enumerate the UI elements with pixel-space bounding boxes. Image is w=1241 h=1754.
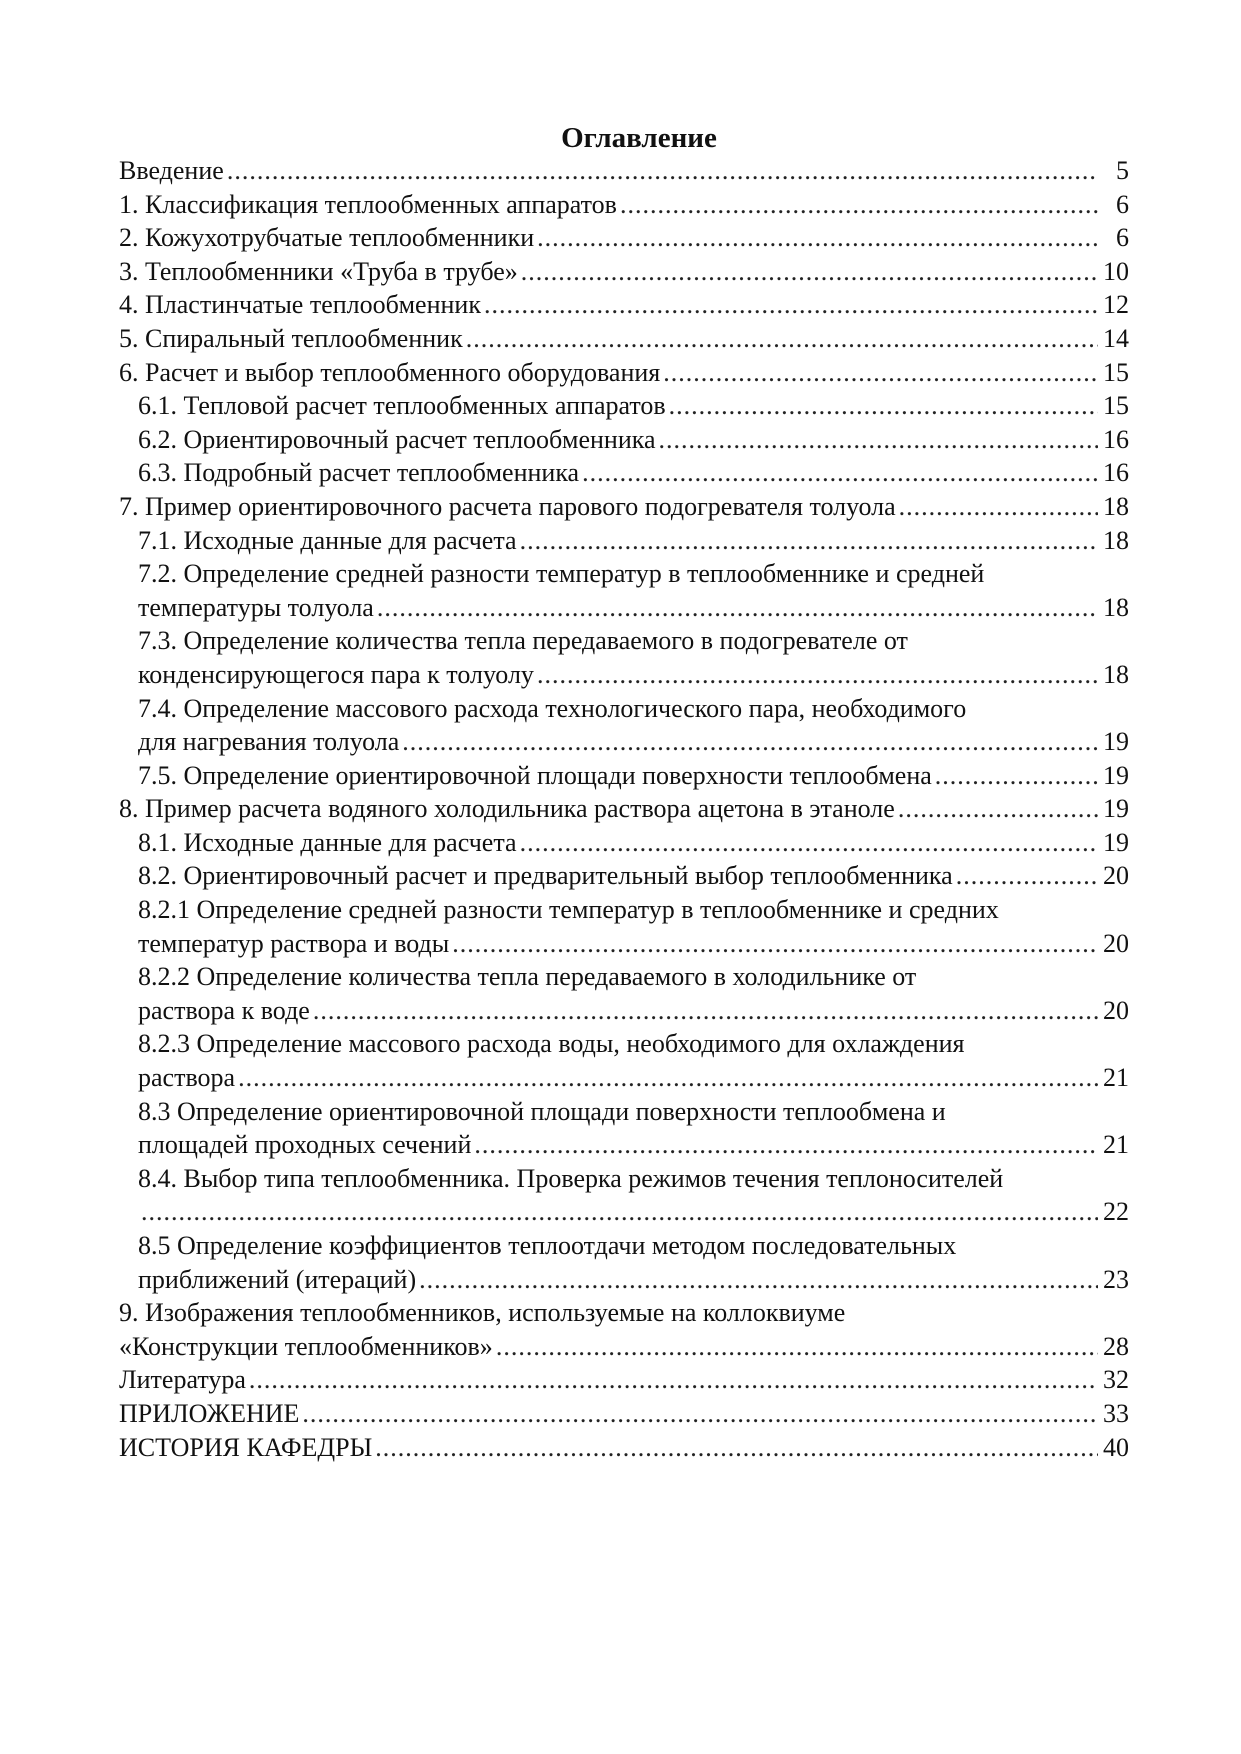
dot-leader bbox=[521, 255, 1098, 289]
toc-entry[interactable] bbox=[119, 1330, 1129, 1364]
dot-leader bbox=[537, 658, 1098, 692]
toc-page-number: 20 bbox=[1103, 928, 1129, 958]
dot-leader bbox=[238, 1061, 1098, 1095]
toc-page-number: 6 bbox=[1116, 189, 1129, 219]
toc-entry[interactable] bbox=[119, 1397, 1129, 1431]
toc-page-number: 21 bbox=[1103, 1063, 1129, 1093]
toc-page-number: 23 bbox=[1103, 1264, 1129, 1294]
dot-leader bbox=[484, 288, 1098, 322]
toc-entry-text: 8.2. Ориентировочный расчет и предварительный выбор теплообменника bbox=[138, 861, 953, 891]
toc-entry-text: 7.4. Определение массового расхода технологического пара, необходимого bbox=[138, 693, 967, 723]
toc-entry-text: раствора к воде bbox=[138, 995, 310, 1025]
dot-leader bbox=[659, 423, 1098, 457]
toc-entry-text: приближений (итераций) bbox=[138, 1264, 417, 1294]
toc-entry-line bbox=[119, 1162, 1129, 1196]
dot-leader bbox=[227, 154, 1098, 188]
toc-entry-text: 4. Пластинчатые теплообменник bbox=[119, 290, 481, 320]
toc-entry[interactable] bbox=[119, 456, 1129, 490]
toc-title: Оглавление bbox=[561, 122, 717, 154]
toc-entry-text: 1. Классификация теплообменных аппаратов bbox=[119, 189, 617, 219]
toc-entry-line bbox=[119, 624, 1129, 658]
toc-page-number: 10 bbox=[1103, 256, 1129, 286]
toc-entry-text: 2. Кожухотрубчатые теплообменники bbox=[119, 223, 535, 253]
toc-entry-text: конденсирующегося пара к толуолу bbox=[138, 659, 534, 689]
toc-entry-line bbox=[119, 1229, 1129, 1263]
toc-entry[interactable] bbox=[119, 994, 1129, 1028]
toc-entry-text: 6. Расчет и выбор теплообменного оборудования bbox=[119, 357, 661, 387]
dot-leader bbox=[956, 859, 1098, 893]
toc-entry-text: 9. Изображения теплообменников, используемые на коллоквиуме bbox=[119, 1298, 846, 1328]
toc-page-number: 12 bbox=[1103, 290, 1129, 320]
toc-entry[interactable] bbox=[119, 859, 1129, 893]
toc-entry-text: 7.2. Определение средней разности температур в теплообменнике и средней bbox=[138, 559, 985, 589]
toc-page-number: 18 bbox=[1103, 659, 1129, 689]
toc-entry[interactable] bbox=[119, 423, 1129, 457]
toc-entry[interactable] bbox=[119, 759, 1129, 793]
toc-page-number: 16 bbox=[1103, 424, 1129, 454]
toc-page-number: 20 bbox=[1103, 861, 1129, 891]
toc-entry[interactable] bbox=[119, 1363, 1129, 1397]
toc-page-number: 6 bbox=[1116, 223, 1129, 253]
document-page bbox=[119, 118, 1129, 1464]
dot-leader bbox=[537, 221, 1098, 255]
toc-entry[interactable] bbox=[119, 658, 1129, 692]
toc-entry[interactable] bbox=[119, 927, 1129, 961]
toc-entry-text: температуры толуола bbox=[138, 592, 374, 622]
toc-page-number: 19 bbox=[1103, 727, 1129, 757]
dot-leader bbox=[520, 524, 1098, 558]
toc-entry[interactable] bbox=[119, 389, 1129, 423]
toc-entry-line bbox=[119, 1095, 1129, 1129]
toc-entry-text: раствора bbox=[138, 1063, 236, 1093]
toc-entry[interactable] bbox=[119, 188, 1129, 222]
toc-entry-text: 8.5 Определение коэффициентов теплоотдачи методом последовательных bbox=[138, 1231, 957, 1260]
toc-entry[interactable] bbox=[119, 255, 1129, 289]
toc-page-number: 19 bbox=[1103, 827, 1129, 857]
toc-entry-text: 8.1. Исходные данные для расчета bbox=[138, 827, 517, 857]
dot-leader bbox=[419, 1263, 1098, 1297]
toc-page-number: 21 bbox=[1103, 1130, 1129, 1160]
dot-leader bbox=[663, 356, 1098, 390]
toc-entry[interactable] bbox=[119, 1431, 1129, 1465]
toc-page-number: 18 bbox=[1103, 525, 1129, 555]
dot-leader bbox=[899, 490, 1098, 524]
toc-entry-line bbox=[119, 557, 1129, 591]
toc-entry-line bbox=[119, 692, 1129, 726]
dot-leader bbox=[669, 389, 1098, 423]
dot-leader bbox=[474, 1128, 1098, 1162]
dot-leader bbox=[466, 322, 1098, 356]
toc-entry-text: 7.1. Исходные данные для расчета bbox=[138, 525, 517, 555]
toc-page-number: 14 bbox=[1103, 323, 1129, 353]
toc-entry[interactable] bbox=[119, 725, 1129, 759]
toc-entry-line bbox=[119, 960, 1129, 994]
toc-entry-text: Литература bbox=[119, 1365, 246, 1395]
toc-entry-text: 6.2. Ориентировочный расчет теплообменника bbox=[138, 424, 656, 454]
dot-leader bbox=[520, 826, 1098, 860]
toc-entry[interactable] bbox=[119, 322, 1129, 356]
toc-entry-text: 8.2.1 Определение средней разности температур в теплообменнике и средних bbox=[138, 895, 999, 925]
toc-entry-text: «Конструкции теплообменников» bbox=[119, 1331, 493, 1361]
toc-entry-text: 7. Пример ориентировочного расчета парового подогревателя толуола bbox=[119, 491, 896, 521]
toc-page-number: 16 bbox=[1103, 458, 1129, 488]
toc-entry-text: 5. Спиральный теплообменник bbox=[119, 323, 463, 353]
toc-entry[interactable] bbox=[119, 154, 1129, 188]
toc-entry-text: ИСТОРИЯ КАФЕДРЫ bbox=[119, 1432, 373, 1462]
toc-entry-text: площадей проходных сечений bbox=[138, 1130, 472, 1160]
toc-page-number: 28 bbox=[1103, 1331, 1129, 1361]
toc-entry-text: 7.5. Определение ориентировочной площади поверхности теплообмена bbox=[138, 760, 932, 790]
dot-leader bbox=[898, 792, 1098, 826]
toc-entry[interactable] bbox=[119, 1061, 1129, 1095]
toc-page-number: 20 bbox=[1103, 995, 1129, 1025]
toc-entry-text: 8.4. Выбор типа теплообменника. Проверка режимов течения теплоносителей bbox=[138, 1163, 1004, 1193]
toc-entry-text: 8.2.3 Определение массового расхода воды, необходимого для охлаждения bbox=[138, 1029, 965, 1059]
table-of-contents bbox=[119, 154, 1129, 1464]
dot-leader bbox=[452, 927, 1098, 961]
toc-entry-text: для нагревания толуола bbox=[138, 727, 400, 757]
dot-leader bbox=[313, 994, 1098, 1028]
toc-page-number: 22 bbox=[1103, 1197, 1129, 1227]
toc-entry[interactable] bbox=[119, 490, 1129, 524]
toc-entry-line bbox=[119, 1027, 1129, 1061]
toc-entry-text: температур раствора и воды bbox=[138, 928, 450, 958]
toc-page-number: 15 bbox=[1103, 391, 1129, 421]
toc-entry-line bbox=[119, 1296, 1129, 1330]
toc-entry[interactable] bbox=[119, 524, 1129, 558]
toc-entry[interactable] bbox=[119, 1263, 1129, 1297]
toc-entry-line bbox=[119, 893, 1129, 927]
toc-page-number: 18 bbox=[1103, 592, 1129, 622]
toc-entry-text: 3. Теплообменники «Труба в трубе» bbox=[119, 256, 518, 286]
toc-entry[interactable] bbox=[119, 792, 1129, 826]
toc-entry[interactable] bbox=[119, 826, 1129, 860]
dot-leader bbox=[141, 1195, 1098, 1229]
toc-entry[interactable] bbox=[119, 591, 1129, 625]
toc-page-number: 5 bbox=[1116, 156, 1129, 185]
toc-entry-text: 8.3 Определение ориентировочной площади поверхности теплообмена и bbox=[138, 1096, 946, 1126]
dot-leader bbox=[935, 759, 1098, 793]
toc-entry-text: 8. Пример расчета водяного холодильника раствора ацетона в этаноле bbox=[119, 794, 895, 824]
dot-leader bbox=[249, 1363, 1098, 1397]
dot-leader bbox=[377, 591, 1098, 625]
toc-entry[interactable] bbox=[119, 1128, 1129, 1162]
toc-entry[interactable] bbox=[119, 356, 1129, 390]
dot-leader bbox=[302, 1397, 1098, 1431]
dot-leader bbox=[496, 1330, 1098, 1364]
toc-page-number: 15 bbox=[1103, 357, 1129, 387]
toc-entry[interactable] bbox=[119, 288, 1129, 322]
toc-page-number: 19 bbox=[1103, 760, 1129, 790]
toc-page-number: 33 bbox=[1103, 1398, 1129, 1428]
toc-entry-text: 6.1. Тепловой расчет теплообменных аппаратов bbox=[138, 391, 666, 421]
toc-page-number: 32 bbox=[1103, 1365, 1129, 1395]
toc-page-number: 40 bbox=[1103, 1432, 1129, 1462]
toc-page-number: 19 bbox=[1103, 794, 1129, 824]
toc-entry-text: Введение bbox=[119, 156, 224, 185]
toc-page-number: 18 bbox=[1103, 491, 1129, 521]
toc-entry-text: ПРИЛОЖЕНИЕ bbox=[119, 1398, 300, 1428]
dot-leader bbox=[402, 725, 1098, 759]
toc-entry-text: 7.3. Определение количества тепла передаваемого в подогревателе от bbox=[138, 626, 908, 656]
toc-entry-text: 6.3. Подробный расчет теплообменника bbox=[138, 458, 580, 488]
toc-entry-text: 8.2.2 Определение количества тепла передаваемого в холодильнике от bbox=[138, 962, 917, 992]
toc-entry[interactable] bbox=[119, 221, 1129, 255]
dot-leader bbox=[582, 456, 1098, 490]
dot-leader bbox=[375, 1431, 1098, 1465]
dot-leader bbox=[620, 188, 1098, 222]
toc-entry[interactable] bbox=[119, 1195, 1129, 1229]
